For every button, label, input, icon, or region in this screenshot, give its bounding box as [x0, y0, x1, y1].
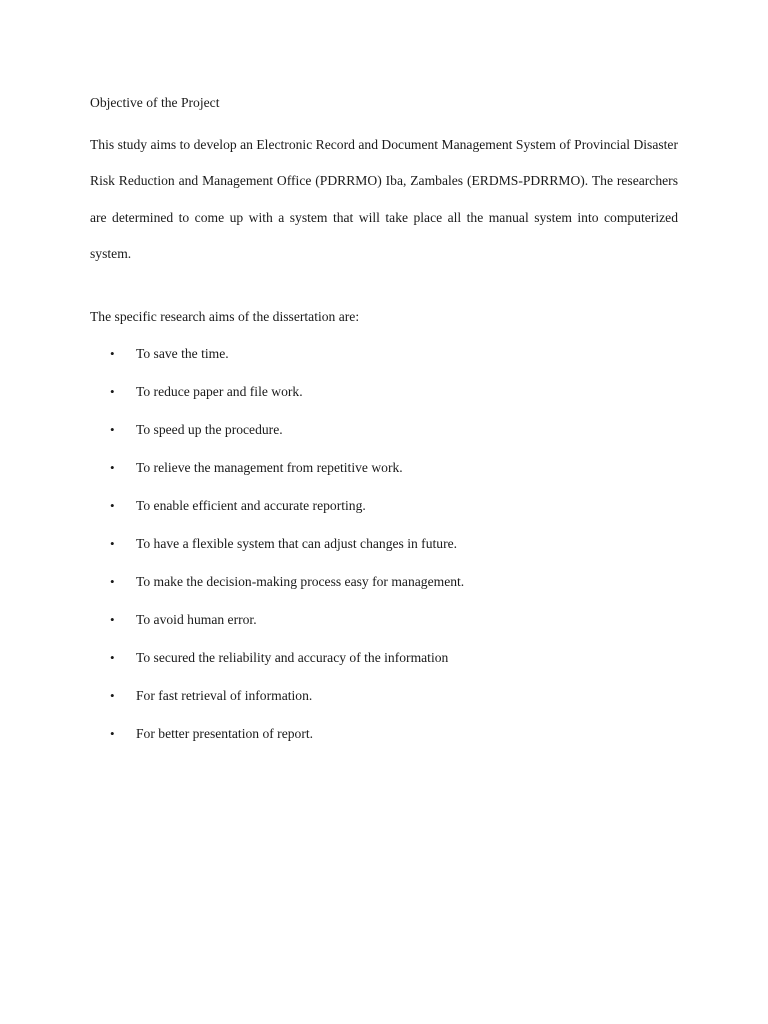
aim-text: To enable efficient and accurate reporting.	[136, 498, 366, 513]
list-item	[110, 572, 678, 610]
list-item	[110, 686, 678, 724]
bullet-icon: •	[110, 574, 115, 589]
aim-text: To reduce paper and file work.	[136, 384, 303, 399]
bullet-icon: •	[110, 460, 115, 475]
aim-text: To speed up the procedure.	[136, 422, 283, 437]
bullet-icon: •	[110, 422, 115, 437]
list-item	[110, 458, 678, 496]
aims-intro: The specific research aims of the dissertation are:	[90, 309, 360, 324]
bullet-icon: •	[110, 346, 115, 361]
bullet-icon: •	[110, 650, 115, 665]
bullet-icon: •	[110, 384, 115, 399]
list-item	[110, 344, 678, 382]
bullet-icon: •	[110, 688, 115, 703]
list-item	[110, 496, 678, 534]
bullet-icon: •	[110, 498, 115, 513]
list-item	[110, 534, 678, 572]
aim-text: For better presentation of report.	[136, 726, 314, 741]
aim-text: To make the decision-making process easy for management.	[136, 574, 465, 589]
list-item	[110, 610, 678, 648]
objective-paragraph: This study aims to develop an Electronic Record and Document Management System of Provincial Disaster Risk Reduction and Management Office (PDRRMO) Iba, Zambales (ERDMS-PDRRMO). The researchers are determined to come up with a system that will take place all the manual system into computerized system.	[90, 137, 678, 261]
aim-text: To avoid human error.	[136, 612, 257, 627]
aim-text: To secured the reliability and accuracy of the information	[136, 650, 449, 665]
bullet-icon: •	[110, 536, 115, 551]
aim-text: To relieve the management from repetitive work.	[136, 460, 403, 475]
list-item	[110, 382, 678, 420]
list-item	[110, 648, 678, 686]
list-item	[110, 420, 678, 458]
aim-text: To save the time.	[136, 346, 229, 361]
bullet-icon: •	[110, 726, 115, 741]
aim-text: To have a flexible system that can adjust changes in future.	[136, 536, 458, 551]
aims-list	[110, 344, 678, 762]
aim-text: For fast retrieval of information.	[136, 688, 313, 703]
page-title: Objective of the Project	[90, 95, 220, 110]
list-item	[110, 724, 678, 762]
bullet-icon: •	[110, 612, 115, 627]
